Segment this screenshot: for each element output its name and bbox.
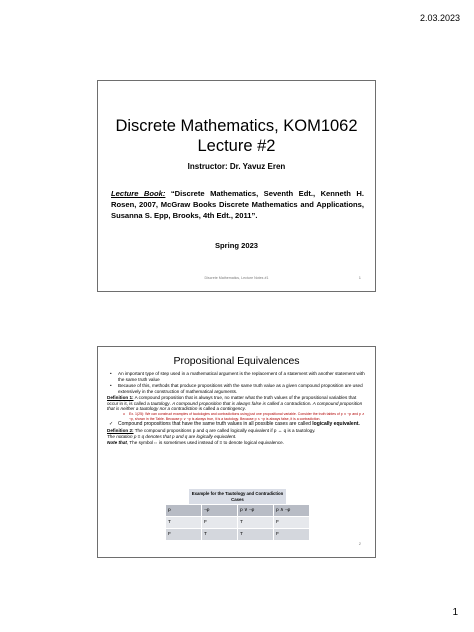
slide-number: 2	[358, 541, 361, 546]
definition-1: Definition 1: A compound proposition that is always true, no matter what the truth values of the propositional variables that occur in it, is called a tautology. A compound proposition that is always false is called a contradiction. A compound proposition that is neither a tautology nor a contradiction is called a contingency.	[107, 394, 363, 412]
term: Spring 2023	[214, 241, 259, 250]
lecture-title: Lecture #2	[197, 137, 276, 155]
header-date: 2.03.2023	[419, 13, 460, 23]
table-header-cell: p ∧ ¬p	[274, 505, 310, 517]
check-item: ✓ Compound propositions that have the same truth values in all possible cases are called logically equivalent.	[109, 421, 360, 428]
page-number: 1	[452, 607, 458, 618]
check-icon: ✓	[109, 421, 114, 428]
example-marker: o	[123, 412, 125, 417]
table-header-cell: p ∨ ¬p	[238, 505, 274, 517]
table-cell: T	[238, 517, 274, 529]
table-cell: F	[166, 529, 202, 541]
slide-number: 1	[358, 275, 361, 280]
slide-2	[97, 346, 376, 558]
slide-1	[97, 80, 376, 292]
notation-text: The notation p ≡ q denotes that p and q are logically equivalent.	[107, 433, 237, 439]
slide-body	[107, 371, 366, 446]
note-text: Note that, The symbol⇔ is sometimes used instead of ≡ to denote logical equivalence.	[107, 439, 284, 445]
truth-table	[165, 504, 310, 541]
slide-title: Propositional Equivalences	[173, 355, 300, 367]
table-cell: T	[238, 529, 274, 541]
bullet-item: • Because of this, methods that produce propositions with the same truth value as a given compound proposition are used extensively in the construction of mathematical arguments.	[110, 382, 363, 394]
example-text: o Ex. 1(25): We can construct examples of tautologies and contradictions using just one propositional variable. Consider the truth tables of p ∨ ¬p and p ∧ ¬p, shown in the Table. Because p ∨ ¬p is always true, it is a tautology. Because p ∧ ¬p is always false, it is a contradiction.	[123, 412, 365, 421]
bullet-item: • An important type of step used in a mathematical argument is the replacement of a statement with another statement with the same truth value	[110, 371, 365, 382]
table-header-cell: ¬p	[202, 505, 238, 517]
lecture-book	[111, 188, 364, 222]
table-header-cell: p	[166, 505, 202, 517]
slide-footer: Discrete Mathematics, Lecture Notes #1	[204, 276, 269, 280]
table-cell: T	[202, 529, 238, 541]
table-cell: T	[166, 517, 202, 529]
table-cell: F	[274, 517, 310, 529]
lecture-book-text: “Discrete Mathematics, Seventh Edt., Kenneth H. Rosen, 2007, McGraw Books Discrete Mathematics and Applications, Susanna S. Epp, Brooks, 4th Edt., 2011”.	[111, 189, 364, 221]
instructor: Instructor: Dr. Yavuz Eren	[187, 162, 286, 171]
lecture-book-label: Lecture Book:	[111, 189, 166, 198]
bullet-marker: •	[110, 371, 112, 376]
table-caption: Example for the Tautology and Contradiction Cases	[189, 489, 286, 504]
table-cell: F	[274, 529, 310, 541]
bullet-marker: •	[110, 382, 112, 388]
table-cell: F	[202, 517, 238, 529]
slide-title	[98, 116, 375, 156]
table-header-row	[166, 505, 310, 517]
table-row	[166, 517, 310, 529]
table-row	[166, 529, 310, 541]
course-title: Discrete Mathematics, KOM1062	[115, 117, 358, 135]
definition-2: Definition 2: The compound propositions p and q are called logically equivalent if p ↔ q is a tautology.	[107, 428, 316, 434]
